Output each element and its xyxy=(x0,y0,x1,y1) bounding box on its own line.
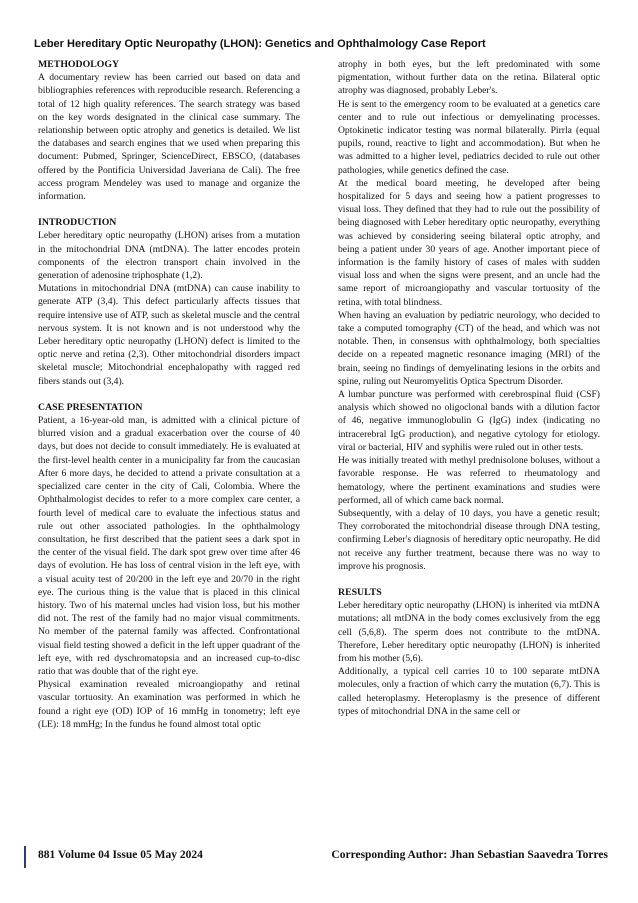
methodology-paragraph: A documentary review has been carried out based on data and bibliographies references with reproducible research. Referencing a total of 12 high quality references. The search strategy was based on the key words designated in the clinical case summary. The relationship between optic atrophy and genetics is detailed. We list the databases and search engines that we used when preparing this document: Pubmed, Springer, ScienceDirect, EBSCO, (databases offered by the Pontificia Universidad Javeriana de Cali). The free access program Mendeley was used to manage and organize the information. xyxy=(38,72,300,203)
introduction-paragraph-1: Leber hereditary optic neuropathy (LHON) arises from a mutation in the mitochondrial DNA (mtDNA). The latter encodes protein components of the electron transport chain involved in the generation of adenosine triphosphate (1,2). xyxy=(38,230,300,282)
case-continued-paragraph-4: When having an evaluation by pediatric neurology, who decided to take a computed tomography (CT) of the head, and which was not notable. Then, in consensus with ophthalmology, both specialties decide on a repeated magnetic resonance imaging (MRI) of the brain, seeing no findings of demyelinating lesions in the orbits and spine, ruling out Neuromyelitis Optica Spectrum Disorder. xyxy=(338,309,600,387)
footer-page-info: 881 Volume 04 Issue 05 May 2024 xyxy=(38,849,203,861)
methodology-heading: METHODOLOGY xyxy=(38,59,120,70)
footer-corresponding-author: Corresponding Author: Jhan Sebastian Saavedra Torres xyxy=(331,849,608,861)
results-heading: RESULTS xyxy=(338,586,382,598)
case-continued-paragraph-5: A lumbar puncture was performed with cerebrospinal fluid (CSF) analysis which showed no oligoclonal bands with a dilution factor of 46, negative immunoglobulin G (IgG) index (indicating no intracerebral IgG production), and negative cytology for etiology. viral or bacterial, HIV and syphilis were ruled out in other tests. xyxy=(338,389,600,453)
page-footer xyxy=(24,846,616,868)
case-continued-paragraph-1: atrophy in both eyes, but the left predominated with some pigmentation, without further data on the retina. Bilateral optic atrophy was diagnosed, probably Leber's. xyxy=(338,59,600,97)
left-column xyxy=(38,58,300,731)
document-title: Leber Hereditary Optic Neuropathy (LHON): Genetics and Ophthalmology Case Report xyxy=(34,38,486,50)
case-continued-paragraph-6: He was initially treated with methyl prednisolone boluses, without a favorable response. He was referred to rheumatology and hematology, where the pertinent examinations and studies were performed, all of which came back normal. xyxy=(338,455,600,506)
results-paragraph-1: Leber hereditary optic neuropathy (LHON) is inherited via mtDNA mutations; all mtDNA in the body comes exclusively from the egg cell (5,6,8). The sperm does not contribute to the mtDNA. Therefore, Leber hereditary optic neuropathy (LHON) is inherited from his mother (5,6). xyxy=(338,600,600,664)
right-column xyxy=(338,58,600,718)
results-paragraph-2: Additionally, a typical cell carries 10 to 100 separate mtDNA molecules, only a fraction of which carry the mutation (6,7). This is called heteroplasmy. Heteroplasmy is the presence of different types of mitochondrial DNA in the same cell or xyxy=(338,666,600,717)
introduction-heading: INTRODUCTION xyxy=(38,217,117,229)
case-continued-paragraph-3: At the medical board meeting, he developed after being hospitalized for 5 days and seeing how a patient progresses to visual loss. They defined that they had to rule out the possibility of being diagnosed with Leber hereditary optic neuropathy, everything was achieved by considering seeing bilateral optic atrophy, and being a patient under 30 years of age. Another important piece of information is the family history of cases of males with sudden visual loss and when the signs were present, and an uncle had the same report of microangiopathy and vascular tortuosity of the retina, with total blindness. xyxy=(338,177,600,308)
case-paragraph-1: Patient, a 16-year-old man, is admitted with a clinical picture of blurred vision and a gradual exacerbation over the course of 40 days, but does not decide to consult immediately. He is evaluated at the first-level health center in a municipality far from the caucasian After 6 more days, he decided to attend a private consultation at a specialized care center in the city of Cali, Colombia. Where the Ophthalmologist decides to refer to a more complex care center, a fourth level of medical care to evaluate the infectious status and rule out other associated pathologies. In the ophthalmology consultation, he first described that the patient sees a dark spot in the center of the visual field. The dark spot grew over time after 46 days of evolution. He has loss of central vision in the left eye, with a visual acuity test of 20/200 in the left eye and 20/70 in the right eye. The curious thing is the value that is placed in this clinical history. Two of his maternal uncles had vision loss, but his mother did not. The rest of the family had no major visual commitments. No member of the paternal family was affected. Confrontational visual field testing showed a deficit in the left upper quadrant of the left eye, with red dyschromatopsia and an increased cup-to-disc ratio that was double that of the right eye. xyxy=(38,415,300,677)
case-continued-paragraph-7: Subsequently, with a delay of 10 days, you have a genetic result; They corroborated the mitochondrial disease through DNA testing, confirming Leber's diagnosis of hereditary optic neuropathy. He did not receive any further treatment, because there was no way to improve his prognosis. xyxy=(338,507,600,572)
introduction-paragraph-2: Mutations in mitochondrial DNA (mtDNA) can cause inability to generate ATP (3,4). This defect particularly affects tissues that require intensive use of ATP, such as skeletal muscle and the central nervous system. It is not known and is not understood why the Leber hereditary optic neuropathy (LHON) defect is limited to the optic nerve and retina (2,3). Other mitochondrial disorders impact skeletal muscle; Mitochondrial encephalopathy with ragged red fibers stands out (3,4). xyxy=(38,283,300,387)
case-continued-paragraph-2: He is sent to the emergency room to be evaluated at a genetics care center and to rule out infectious or demyelinating processes. Optokinetic indicator testing was normal bilaterally. Pirrla (equal pupils, round, reactive to light and accommodation). But when he was admitted to a higher level, pediatrics decided to rule out other pathologies, while genetics defined the case. xyxy=(338,98,600,176)
case-presentation-heading: CASE PRESENTATION xyxy=(38,401,143,413)
case-paragraph-2: Physical examination revealed microangiopathy and retinal vascular tortuosity. An examination was performed in which he found a right eye (OD) IOP of 16 mmHg in tonometry; left eye (LE): 18 mmHg; In the fundus he found almost total optic xyxy=(38,679,300,730)
